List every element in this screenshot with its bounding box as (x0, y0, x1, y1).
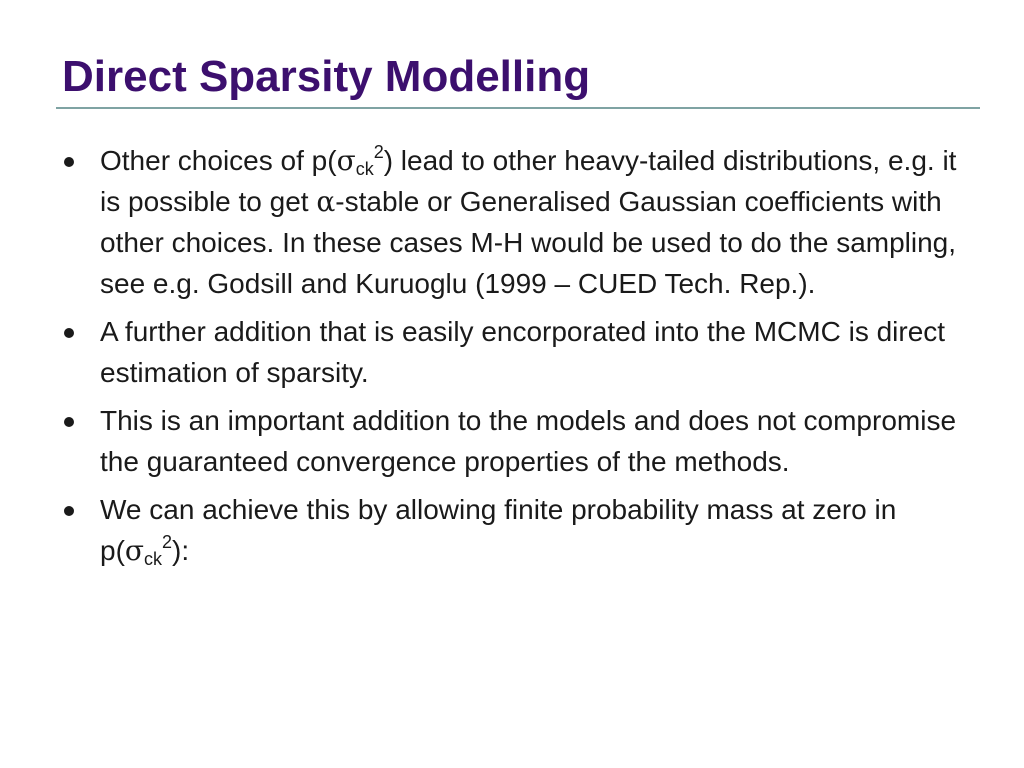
bullet-item-2 (62, 311, 962, 393)
bullet-list (62, 140, 962, 578)
alpha-symbol: α (316, 185, 336, 218)
bullet-1-text-mid: ) lead to other heavy-tailed distributions, e.g. it is possible to get (100, 145, 957, 217)
superscript-2: 2 (373, 142, 384, 162)
bullet-item-1 (62, 140, 962, 304)
bullet-dot-icon (64, 417, 74, 427)
sigma-symbol: σ (336, 144, 356, 177)
bullet-4-text-post: ): (172, 535, 190, 566)
subscript-ck: ck (355, 159, 374, 179)
bullet-dot-icon (64, 157, 74, 167)
title-underline (56, 107, 980, 109)
slide-title: Direct Sparsity Modelling (62, 52, 591, 101)
sigma-symbol: σ (124, 534, 145, 567)
subscript-ck: ck (144, 549, 163, 569)
bullet-3-text: This is an important addition to the models and does not compromise the guaranteed convergence properties of the methods. (100, 405, 957, 477)
bullet-item-4 (62, 489, 962, 571)
bullet-2-text: A further addition that is easily encorporated into the MCMC is direct estimation of sparsity. (100, 316, 946, 388)
bullet-1-text-pre: Other choices of p( (100, 145, 337, 176)
bullet-1-text-post: -stable or Generalised Gaussian coefficients with other choices. In these cases M-H would be used to do the sampling, see e.g. Godsill and Kuruoglu (1999 – CUED Tech. Rep.). (100, 186, 957, 299)
bullet-item-3 (62, 400, 962, 482)
bullet-4-text-pre: We can achieve this by allowing finite probability mass at zero in p( (100, 494, 897, 566)
superscript-2: 2 (162, 532, 173, 552)
bullet-dot-icon (64, 506, 74, 516)
bullet-dot-icon (64, 328, 74, 338)
